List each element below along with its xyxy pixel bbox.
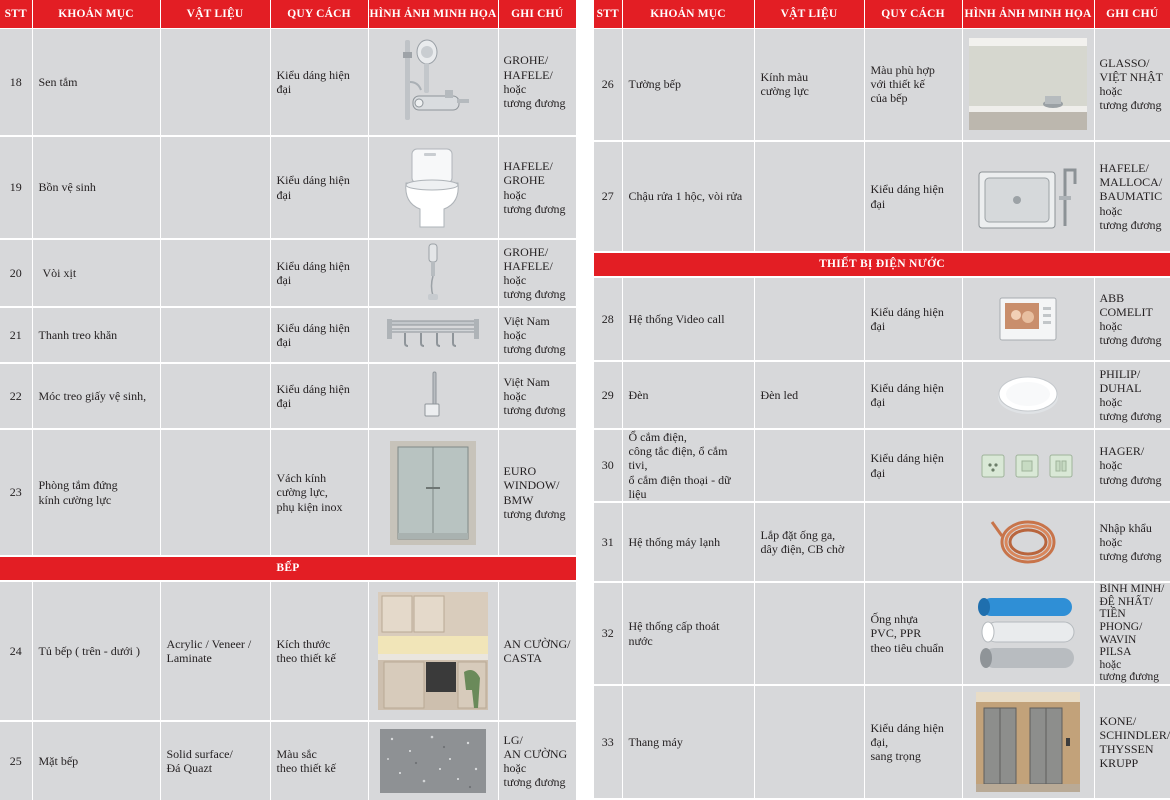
table-row [594, 277, 1170, 361]
row-item: Chậu rửa 1 hộc, vòi rửa [622, 141, 754, 252]
row-note: HAFELE/ MALLOCA/ BAUMATIC hoặc tương đương [1094, 141, 1170, 252]
header-material: VẬT LIỆU [754, 0, 864, 28]
row-stt: 24 [0, 581, 32, 721]
table-row [594, 502, 1170, 582]
header-note: GHI CHÚ [1094, 0, 1170, 28]
row-spec: Kiểu dáng hiện đại [270, 239, 368, 307]
row-stt: 23 [0, 429, 32, 556]
row-note: AN CƯỜNG/ CASTA [498, 581, 576, 721]
header-stt: STT [594, 0, 622, 28]
row-spec: Kiểu dáng hiện đại [270, 136, 368, 239]
row-item: Ổ cắm điện, công tắc điện, ổ cắm tivi, ổ cắm điện thoại - dữ liệu [622, 429, 754, 502]
row-material [754, 141, 864, 252]
paper-holder-icon [413, 368, 453, 424]
row-note: GROHE/ HAFELE/ hoặc tương đương [498, 239, 576, 307]
towel-rack-icon [383, 315, 483, 355]
row-note: PHILIP/ DUHAL hoặc tương đương [1094, 361, 1170, 429]
header-item: KHOẢN MỤC [32, 0, 160, 28]
row-item: Thang máy [622, 685, 754, 799]
row-item: Thanh treo khăn [32, 307, 160, 363]
header-stt: STT [0, 0, 32, 28]
row-stt: 18 [0, 28, 32, 136]
row-stt: 27 [594, 141, 622, 252]
row-material [160, 307, 270, 363]
section-row-kitchen [0, 556, 576, 581]
row-material [160, 363, 270, 429]
table-row [594, 361, 1170, 429]
row-material [754, 685, 864, 799]
row-spec [864, 502, 962, 582]
row-material [160, 429, 270, 556]
left-page [0, 0, 576, 800]
section-title-kitchen: BẾP [0, 556, 576, 581]
row-stt: 26 [594, 28, 622, 141]
header-image: HÌNH ẢNH MINH HỌA [962, 0, 1094, 28]
row-item: Tủ bếp ( trên - dưới ) [32, 581, 160, 721]
row-stt: 31 [594, 502, 622, 582]
kitchen-cabinet-photo [378, 592, 488, 710]
row-stt: 19 [0, 136, 32, 239]
row-material [754, 277, 864, 361]
table-row [0, 307, 576, 363]
row-note: BÌNH MINH/ ĐỆ NHẤT/ TIỀN PHONG/ WAVIN PILSA hoặc tương đương [1094, 582, 1170, 685]
row-stt: 29 [594, 361, 622, 429]
quartz-stone-photo [380, 729, 486, 793]
row-stt: 33 [594, 685, 622, 799]
row-spec: Kiểu dáng hiện đại [270, 363, 368, 429]
row-stt: 22 [0, 363, 32, 429]
row-material [160, 136, 270, 239]
header-note: GHI CHÚ [498, 0, 576, 28]
row-material [754, 582, 864, 685]
left-spec-table [0, 0, 576, 800]
row-item: Móc treo giấy vệ sinh, [32, 363, 160, 429]
row-material: Lắp đặt ống ga, dây điện, CB chờ [754, 502, 864, 582]
row-material [754, 429, 864, 502]
table-row [0, 363, 576, 429]
row-note: Nhập khẩu hoặc tương đương [1094, 502, 1170, 582]
header-material: VẬT LIỆU [160, 0, 270, 28]
table-header-row [594, 0, 1170, 28]
toilet-icon [388, 143, 478, 233]
row-spec: Kiểu dáng hiện đại [270, 28, 368, 136]
header-image: HÌNH ẢNH MINH HỌA [368, 0, 498, 28]
table-row [0, 28, 576, 136]
row-stt: 21 [0, 307, 32, 363]
row-note: KONE/ SCHINDLER/ THYSSEN KRUPP [1094, 685, 1170, 799]
table-header-row [0, 0, 576, 28]
table-row [594, 429, 1170, 502]
row-spec: Kiểu dáng hiện đại [864, 141, 962, 252]
copper-pipe-icon [988, 512, 1068, 572]
led-panel-icon [996, 373, 1060, 417]
row-note: LG/ AN CƯỜNG hoặc tương đương [498, 721, 576, 800]
row-material: Đèn led [754, 361, 864, 429]
row-item: Tường bếp [622, 28, 754, 141]
glass-backsplash-photo [969, 38, 1087, 130]
row-material: Kính màu cường lực [754, 28, 864, 141]
table-row [0, 721, 576, 800]
row-spec: Kiểu dáng hiện đại [270, 307, 368, 363]
header-item: KHOẢN MỤC [622, 0, 754, 28]
row-item: Mặt bếp [32, 721, 160, 800]
row-stt: 30 [594, 429, 622, 502]
video-intercom-icon [999, 297, 1057, 341]
row-note: GLASSO/ VIỆT NHẬT hoặc tương đương [1094, 28, 1170, 141]
row-spec: Màu sắc theo thiết kế [270, 721, 368, 800]
row-note: EURO WINDOW/ BMW tương đương [498, 429, 576, 556]
row-material: Acrylic / Veneer / Laminate [160, 581, 270, 721]
section-title-mep: THIẾT BỊ ĐIỆN NƯỚC [594, 252, 1170, 277]
socket-switch-icon [978, 449, 1078, 483]
row-spec: Kiểu dáng hiện đại, sang trọng [864, 685, 962, 799]
row-item: Phòng tắm đứng kính cường lực [32, 429, 160, 556]
row-spec: Kiểu dáng hiện đại [864, 429, 962, 502]
row-item: Hệ thống Video call [622, 277, 754, 361]
table-row [594, 28, 1170, 141]
sink-faucet-icon [973, 162, 1083, 232]
shower-set-icon [383, 32, 483, 132]
header-spec: QUY CÁCH [270, 0, 368, 28]
right-page [594, 0, 1170, 800]
row-item: Bồn vệ sinh [32, 136, 160, 239]
plastic-pipes-icon [970, 594, 1086, 674]
glass-shower-icon [390, 441, 476, 545]
row-material [160, 28, 270, 136]
row-spec: Vách kính cường lực, phụ kiện inox [270, 429, 368, 556]
row-note: ABB COMELIT hoặc tương đương [1094, 277, 1170, 361]
table-row [0, 239, 576, 307]
row-item: Sen tắm [32, 28, 160, 136]
row-stt: 28 [594, 277, 622, 361]
row-note: Việt Nam hoặc tương đương [498, 307, 576, 363]
section-row-mep [594, 252, 1170, 277]
row-material: Solid surface/ Đá Quazt [160, 721, 270, 800]
elevator-photo [976, 692, 1080, 792]
row-item: Đèn [622, 361, 754, 429]
row-note: GROHE/ HAFELE/ hoặc tương đương [498, 28, 576, 136]
row-stt: 25 [0, 721, 32, 800]
table-row [0, 136, 576, 239]
row-item: Hệ thống cấp thoát nước [622, 582, 754, 685]
row-stt: 20 [0, 239, 32, 307]
table-row [0, 429, 576, 556]
header-spec: QUY CÁCH [864, 0, 962, 28]
row-spec: Kích thước theo thiết kế [270, 581, 368, 721]
row-spec: Kiểu dáng hiện đại [864, 361, 962, 429]
row-spec: Màu phù hợp với thiết kế của bếp [864, 28, 962, 141]
table-row [0, 581, 576, 721]
table-row [594, 685, 1170, 799]
row-note: HAGER/ hoặc tương đương [1094, 429, 1170, 502]
row-spec: Kiểu dáng hiện đại [864, 277, 962, 361]
row-item: Hệ thống máy lạnh [622, 502, 754, 582]
row-note: Việt Nam hoặc tương đương [498, 363, 576, 429]
table-row [594, 582, 1170, 685]
hand-spray-icon [418, 242, 448, 304]
table-row [594, 141, 1170, 252]
row-stt: 32 [594, 582, 622, 685]
row-spec: Ống nhựa PVC, PPR theo tiêu chuẩn [864, 582, 962, 685]
right-spec-table [594, 0, 1170, 800]
row-item: Vòi xịt [32, 239, 160, 307]
row-material [160, 239, 270, 307]
row-note: HAFELE/ GROHE hoặc tương đương [498, 136, 576, 239]
